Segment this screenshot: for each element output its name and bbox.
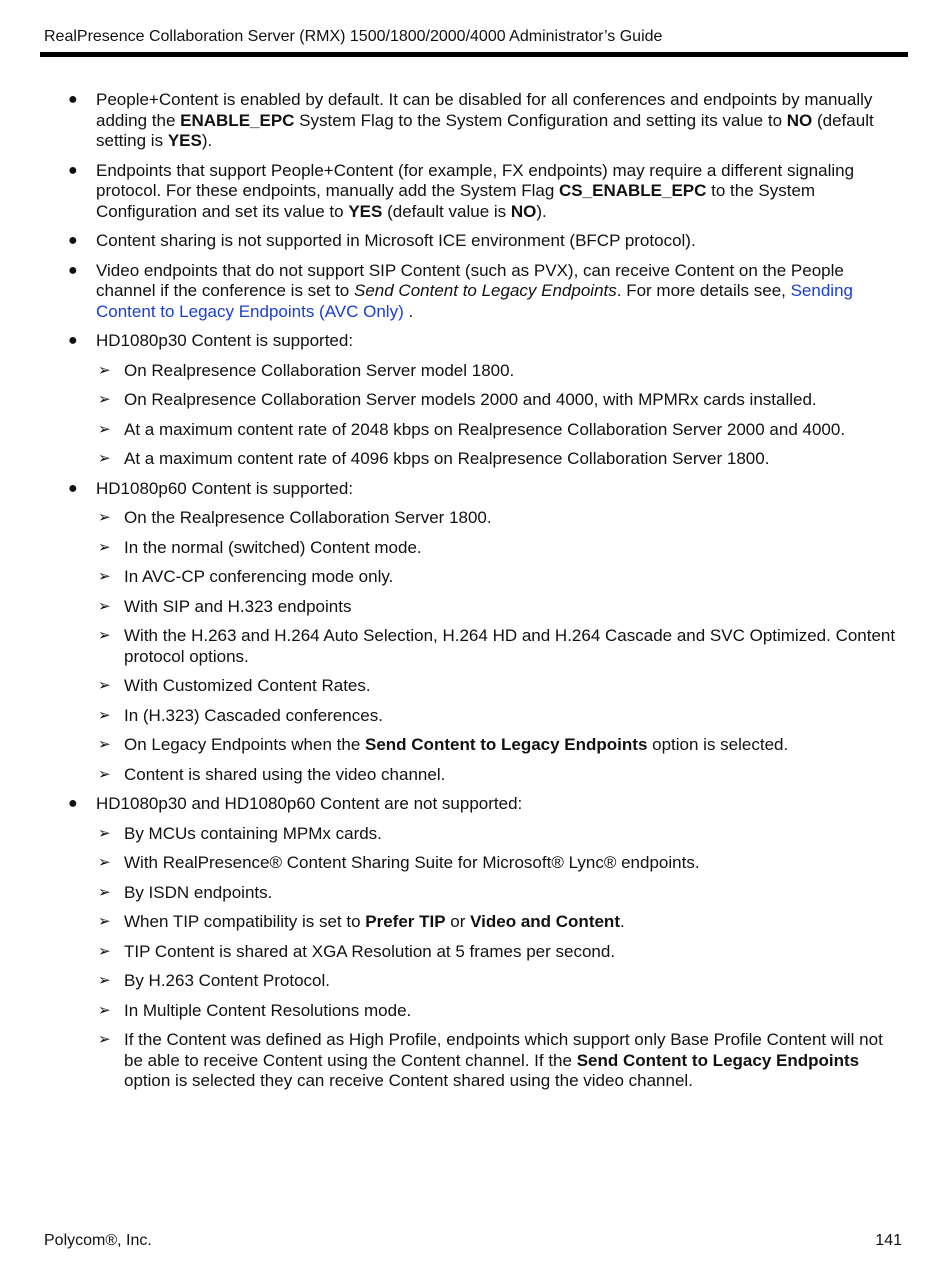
bullet-item: ● People+Content is enabled by default. It can be disabled for all conferences and endpoints by manually adding the ENABLE_EPC System Flag to the System Configuration and setting its value to NO (default setting is YES). bbox=[68, 90, 874, 150]
sub-bullet-item: ➢ With Customized Content Rates. bbox=[98, 676, 371, 695]
arrow-bullet-icon: ➢ bbox=[98, 568, 111, 585]
cross-reference-link[interactable]: Sending Content to Legacy Endpoints (AVC Only) bbox=[96, 281, 853, 321]
arrow-bullet-icon: ➢ bbox=[98, 509, 111, 526]
sub-bullet-item: ➢ By H.263 Content Protocol. bbox=[98, 971, 331, 990]
arrow-bullet-icon: ➢ bbox=[98, 1031, 111, 1048]
bullet-item: ● Video endpoints that do not support SIP Content (such as PVX), can receive Content on the People channel if the conference is set to Send Content to Legacy Endpoints. For more details see, Sending Content to Legacy Endpoints (AVC Only) . bbox=[68, 260, 853, 321]
bullet-item: ● HD1080p30 Content is supported: bbox=[68, 331, 354, 350]
sub-bullet-item: ➢ With RealPresence® Content Sharing Suite for Microsoft® Lync® endpoints. bbox=[98, 853, 700, 872]
arrow-bullet-icon: ➢ bbox=[98, 420, 111, 438]
sub-bullet-item: ➢ On Realpresence Collaboration Server models 2000 and 4000, with MPMRx cards installed. bbox=[98, 390, 817, 409]
arrow-bullet-icon: ➢ bbox=[98, 972, 111, 989]
bullet-dot-icon: ● bbox=[68, 261, 78, 279]
arrow-bullet-icon: ➢ bbox=[98, 913, 111, 930]
sub-bullet-item: ➢ If the Content was defined as High Profile, endpoints which support only Base Profile Content will not be able to receive Content using the Content channel. If the Send Content to Legacy Endpoints option is selected they can receive Content shared using the video channel. bbox=[98, 1030, 883, 1090]
bullet-item: ● Endpoints that support People+Content (for example, FX endpoints) may require a different signaling protocol. For these endpoints, manually add the System Flag CS_ENABLE_EPC to the System Configuration and set its value to YES (default value is NO). bbox=[68, 160, 855, 221]
arrow-bullet-icon: ➢ bbox=[98, 765, 111, 783]
sub-bullet-item: ➢ TIP Content is shared at XGA Resolution at 5 frames per second. bbox=[98, 941, 616, 961]
sub-bullet-item: ➢ By MCUs containing MPMx cards. bbox=[98, 823, 382, 843]
bullet-item: ● HD1080p60 Content is supported: bbox=[68, 478, 354, 498]
document-body bbox=[60, 90, 906, 1101]
bullet-dot-icon: ● bbox=[68, 161, 78, 179]
bullet-dot-icon: ● bbox=[68, 479, 78, 497]
bullet-dot-icon: ● bbox=[68, 91, 78, 108]
arrow-bullet-icon: ➢ bbox=[98, 736, 111, 753]
page-header: RealPresence Collaboration Server (RMX) 1500/1800/2000/4000 Administrator’s Guide bbox=[44, 28, 663, 45]
arrow-bullet-icon: ➢ bbox=[98, 706, 111, 724]
sub-bullet-item: ➢ At a maximum content rate of 4096 kbps on Realpresence Collaboration Server 1800. bbox=[98, 449, 770, 468]
arrow-bullet-icon: ➢ bbox=[98, 450, 111, 467]
sub-bullet-item: ➢ In (H.323) Cascaded conferences. bbox=[98, 705, 383, 725]
sub-bullet-item: ➢ With SIP and H.323 endpoints bbox=[98, 596, 352, 616]
arrow-bullet-icon: ➢ bbox=[98, 627, 111, 644]
bullet-item: ● Content sharing is not supported in Microsoft ICE environment (BFCP protocol). bbox=[68, 231, 696, 250]
sub-bullet-item: ➢ On Realpresence Collaboration Server model 1800. bbox=[98, 360, 515, 380]
arrow-bullet-icon: ➢ bbox=[98, 677, 111, 694]
arrow-bullet-icon: ➢ bbox=[98, 597, 111, 615]
sub-bullet-item: ➢ By ISDN endpoints. bbox=[98, 882, 273, 902]
arrow-bullet-icon: ➢ bbox=[98, 883, 111, 901]
bullet-dot-icon: ● bbox=[68, 232, 78, 249]
page-number: 141 bbox=[875, 1232, 902, 1249]
bullet-item: ● HD1080p30 and HD1080p60 Content are not supported: bbox=[68, 794, 523, 813]
footer-company: Polycom®, Inc. bbox=[44, 1232, 152, 1249]
arrow-bullet-icon: ➢ bbox=[98, 824, 111, 842]
sub-bullet-item: ➢ With the H.263 and H.264 Auto Selection, H.264 HD and H.264 Cascade and SVC Optimized. Content protocol options. bbox=[98, 626, 896, 666]
arrow-bullet-icon: ➢ bbox=[98, 391, 111, 408]
bullet-dot-icon: ● bbox=[68, 795, 78, 812]
sub-bullet-item: ➢ In AVC-CP conferencing mode only. bbox=[98, 567, 394, 586]
sub-bullet-item: ➢ On Legacy Endpoints when the Send Content to Legacy Endpoints option is selected. bbox=[98, 735, 789, 754]
arrow-bullet-icon: ➢ bbox=[98, 1001, 111, 1019]
arrow-bullet-icon: ➢ bbox=[98, 942, 111, 960]
sub-bullet-item: ➢ When TIP compatibility is set to Prefer TIP or Video and Content. bbox=[98, 912, 625, 931]
sub-bullet-item: ➢ In the normal (switched) Content mode. bbox=[98, 537, 422, 557]
sub-bullet-item: ➢ In Multiple Content Resolutions mode. bbox=[98, 1000, 412, 1020]
arrow-bullet-icon: ➢ bbox=[98, 538, 111, 556]
arrow-bullet-icon: ➢ bbox=[98, 361, 111, 379]
bullet-dot-icon: ● bbox=[68, 332, 78, 349]
arrow-bullet-icon: ➢ bbox=[98, 854, 111, 871]
sub-bullet-item: ➢ Content is shared using the video channel. bbox=[98, 764, 446, 784]
sub-bullet-item: ➢ On the Realpresence Collaboration Server 1800. bbox=[98, 508, 492, 527]
sub-bullet-item: ➢ At a maximum content rate of 2048 kbps on Realpresence Collaboration Server 2000 and 4000. bbox=[98, 419, 846, 439]
header-rule bbox=[40, 52, 908, 57]
